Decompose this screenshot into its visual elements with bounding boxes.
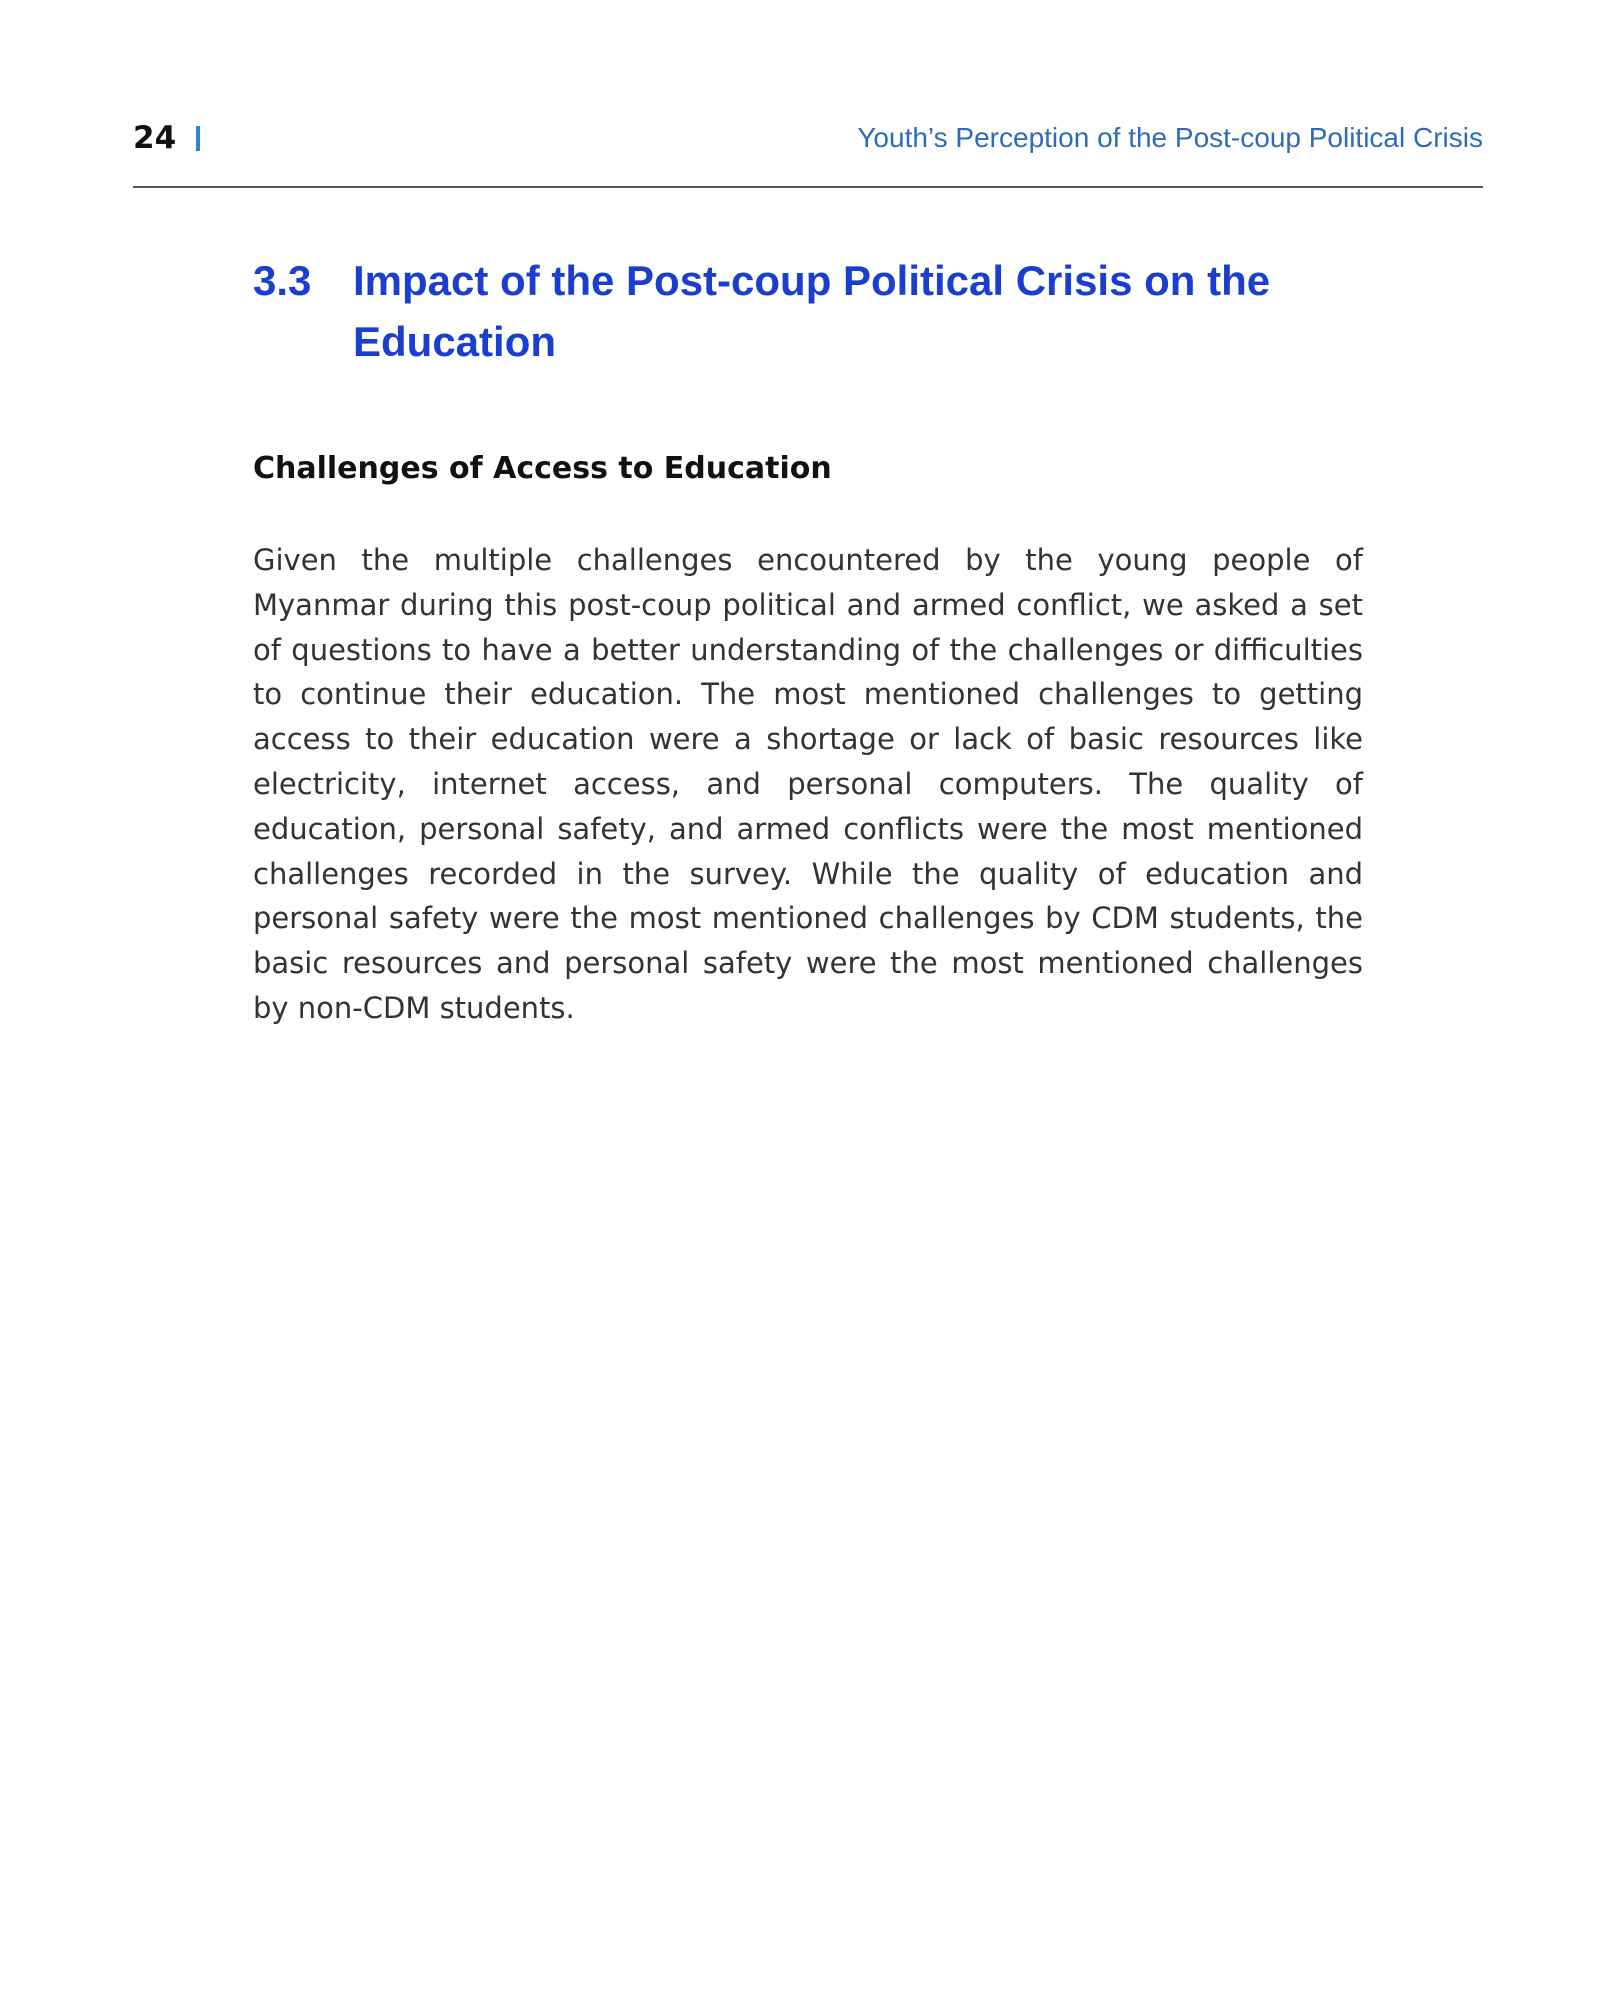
running-header: [133, 118, 1483, 158]
header-divider: [133, 186, 1483, 188]
running-title: Youth’s Perception of the Post-coup Political Crisis: [857, 122, 1483, 153]
subheading: Challenges of Access to Education: [253, 451, 832, 486]
section-number: 3.3: [253, 257, 312, 304]
section-heading: [253, 250, 1353, 372]
page-number: 24: [133, 120, 177, 156]
header-accent-bar: [196, 126, 200, 151]
section-title: Impact of the Post-coup Political Crisis on the Education: [353, 257, 1271, 365]
body-paragraph: Given the multiple challenges encountered by the young people of Myanmar during this post-coup political and armed conflict, we asked a set of questions to have a better understanding of the challenges or difficulties to continue their education. The most mentioned challenges to getting access to their education were a shortage or lack of basic resources like electricity, internet access, and personal computers. The quality of education, personal safety, and armed conflicts were the most mentioned challenges recorded in the survey. While the quality of education and personal safety were the most mentioned challenges by CDM students, the basic resources and personal safety were the most mentioned challenges by non-CDM students.: [253, 543, 1363, 1025]
